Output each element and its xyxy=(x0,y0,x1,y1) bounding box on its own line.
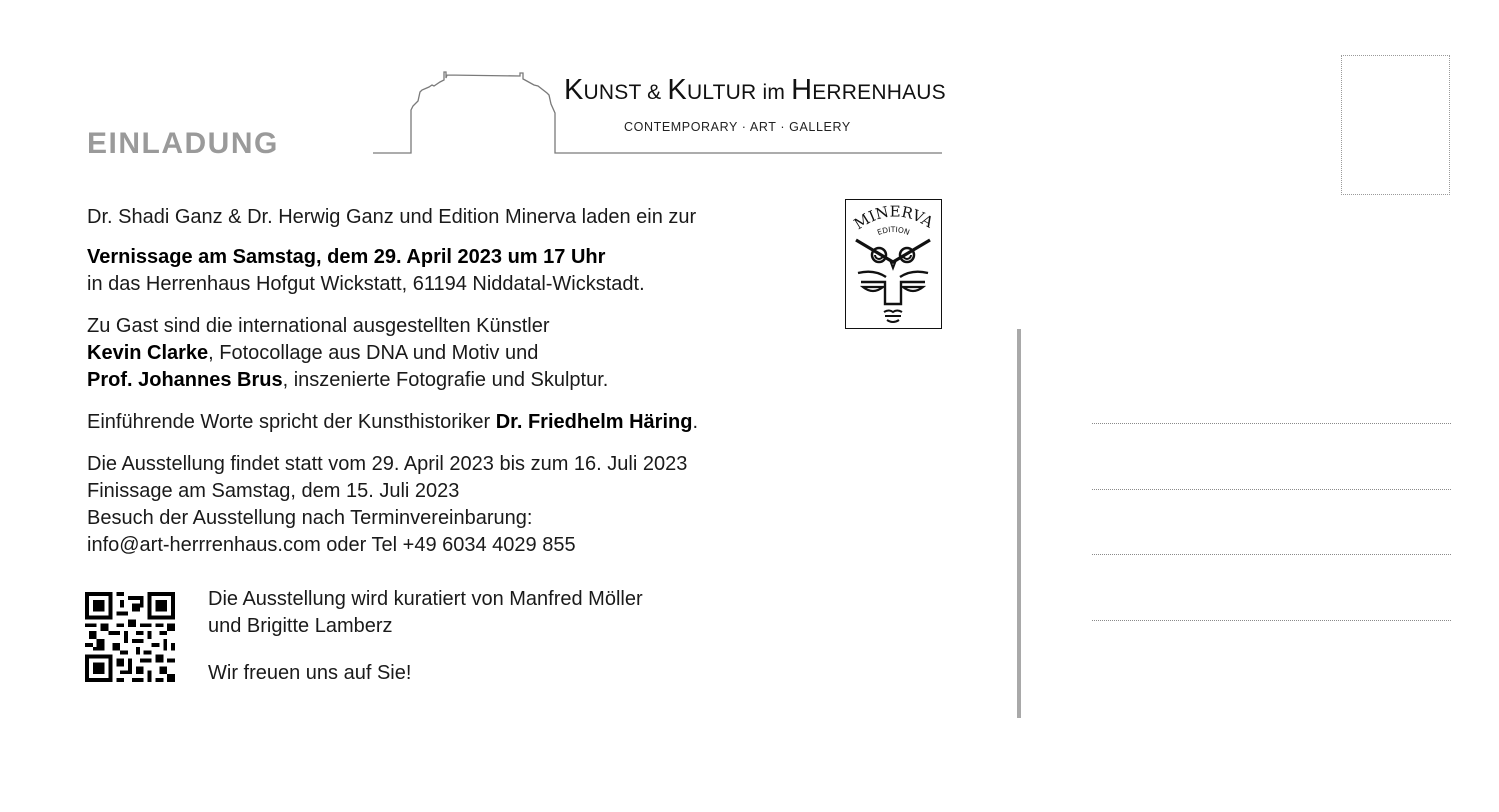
brand-title-part: im xyxy=(756,81,792,104)
details-block xyxy=(87,451,687,559)
invitation-heading: EINLADUNG xyxy=(87,127,279,160)
brand-title-letter: H xyxy=(791,74,813,106)
artist-name: Prof. Johannes Brus xyxy=(87,369,283,391)
visit-info: Besuch der Ausstellung nach Terminvereinbarung: xyxy=(87,507,533,529)
address-line xyxy=(1092,620,1451,621)
qr-code[interactable] xyxy=(84,592,176,682)
artist-name: Kevin Clarke xyxy=(87,342,209,364)
closing-text: Wir freuen uns auf Sie! xyxy=(208,662,412,684)
address-line xyxy=(1092,423,1451,424)
guests-intro: Zu Gast sind die international ausgestellten Künstler xyxy=(87,315,550,337)
speaker-name: Dr. Friedhelm Häring xyxy=(495,411,693,433)
address-line xyxy=(1092,489,1451,490)
event-location: in das Herrenhaus Hofgut Wickstatt, 61194 Niddatal-Wickstadt. xyxy=(87,273,645,295)
guests-block xyxy=(87,313,608,394)
artist-description: , inszenierte Fotografie und Skulptur. xyxy=(282,369,609,391)
postcard-divider xyxy=(1017,329,1021,718)
contact-info: info@art-herrrenhaus.com oder Tel +49 6034 4029 855 xyxy=(87,534,576,556)
exhibition-dates: Die Ausstellung findet statt vom 29. April 2023 bis zum 16. Juli 2023 xyxy=(87,453,688,475)
curators-line: und Brigitte Lamberz xyxy=(208,615,393,637)
intro-text: Dr. Shadi Ganz & Dr. Herwig Ganz und Edition Minerva laden ein zur xyxy=(87,206,697,228)
speaker-line xyxy=(87,409,698,436)
artist-line xyxy=(87,367,608,394)
event-title: Vernissage am Samstag, dem 29. April 2023 um 17 Uhr xyxy=(87,246,606,268)
brand-title-part: ULTUR xyxy=(686,81,757,104)
stamp-placeholder xyxy=(1341,55,1450,195)
artist-description: , Fotocollage aus DNA und Motiv und xyxy=(208,342,539,364)
speaker-suffix: . xyxy=(692,411,698,433)
brand-title xyxy=(564,74,946,109)
brand-title-letter: K xyxy=(667,74,687,106)
owl-face-icon xyxy=(846,200,940,327)
curators-line: Die Ausstellung wird kuratiert von Manfred Möller xyxy=(208,588,643,610)
artist-line xyxy=(87,340,608,367)
address-line xyxy=(1092,554,1451,555)
event-block xyxy=(87,244,645,298)
brand-title-part: ERRENHAUS xyxy=(812,81,946,104)
brand-title-part: UNST & xyxy=(583,81,668,104)
minerva-edition-logo xyxy=(845,199,942,329)
curators-block xyxy=(208,586,643,640)
brand-title-letter: K xyxy=(564,74,584,106)
brand-subtitle: CONTEMPORARY · ART · GALLERY xyxy=(624,120,851,134)
svg-text:EDITION: EDITION xyxy=(875,224,911,238)
speaker-prefix: Einführende Worte spricht der Kunsthistoriker xyxy=(87,411,496,433)
finissage-date: Finissage am Samstag, dem 15. Juli 2023 xyxy=(87,480,460,502)
svg-text:MINERVA: MINERVA xyxy=(850,202,937,234)
